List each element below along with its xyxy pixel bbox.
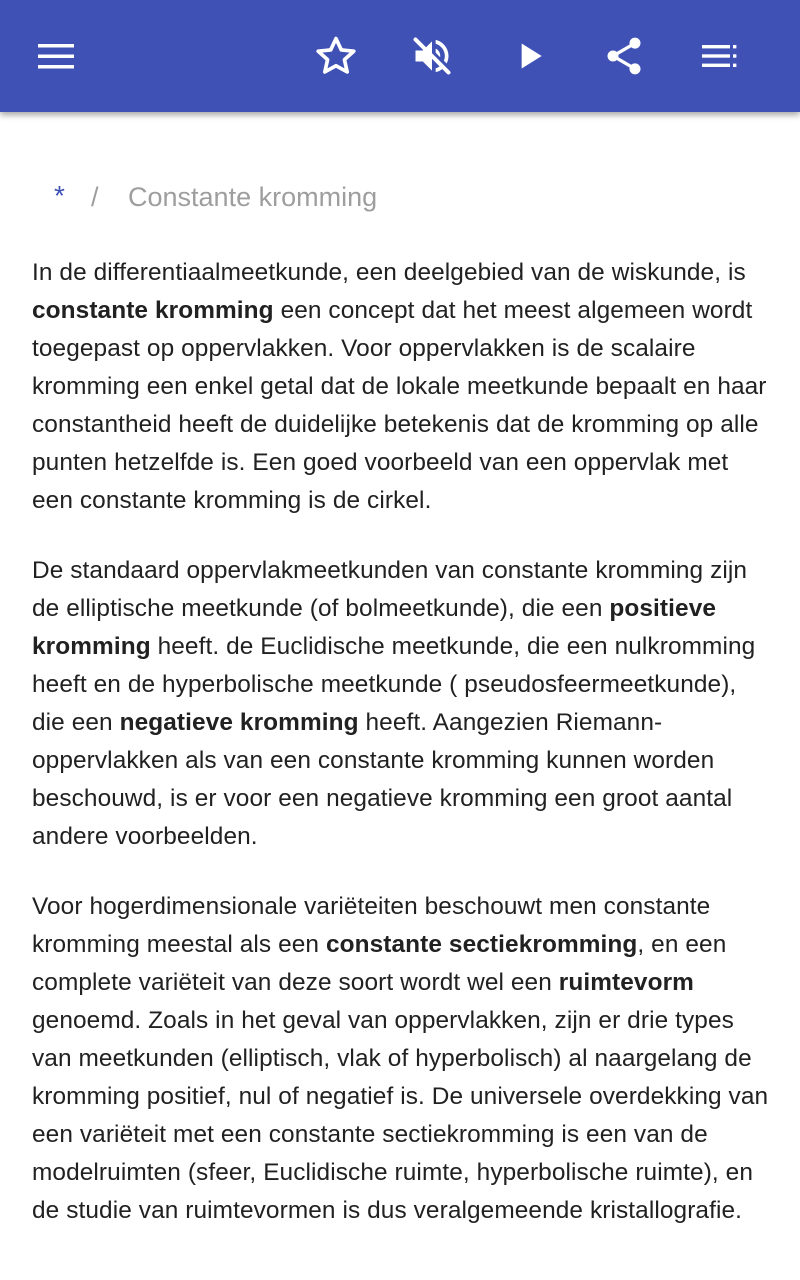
article-paragraph-3 <box>32 888 772 1230</box>
article-body <box>32 254 772 1262</box>
breadcrumb <box>0 176 800 220</box>
star-outline-icon <box>314 34 358 78</box>
breadcrumb-home-link[interactable]: * <box>54 180 65 211</box>
text-run: heeft. de Euclidische meetkunde, die een nulkromming heeft en de hyperbolische meetkunde ( pseudosfeermeetkunde), die een <box>32 633 756 736</box>
menu-button[interactable] <box>16 16 96 96</box>
hamburger-menu-icon <box>36 36 76 76</box>
text-run: , en een complete variëteit van deze soort wordt wel een <box>32 931 727 996</box>
bold-term: constante sectiekromming <box>325 931 638 958</box>
breadcrumb-current-page: Constante kromming <box>128 182 378 212</box>
text-run: genoemd. Zoals in het geval van oppervlakken, zijn er drie types van meetkunden (elliptisch, vlak of hyperbolisch) al naargelang de kromming positief, nul of negatief is. De universele overdekking van een variëteit met een constante sectiekromming is een van de modelruimten (sfeer, Euclidische ruimte, hyperbolische ruimte), en de studie van ruimtevormen is dus veralgemeende kristallografie. <box>32 1007 769 1224</box>
app-bar <box>0 0 800 112</box>
table-of-contents-button[interactable] <box>680 16 760 96</box>
table-of-contents-icon <box>700 36 740 76</box>
text-run: heeft. Aangezien Riemann-oppervlakken als van een constante kromming kunnen worden beschouwd, is er voor een negatieve kromming een groot aantal andere voorbeelden. <box>32 709 733 850</box>
text-run: Voor hogerdimensionale variëteiten beschouwt men constante kromming meestal als een <box>32 893 711 958</box>
bold-term: negatieve kromming <box>119 709 359 736</box>
favorite-button[interactable] <box>296 16 376 96</box>
text-run: In de differentiaalmeetkunde, een deelgebied van de wiskunde, is <box>32 259 746 286</box>
volume-off-icon <box>410 34 454 78</box>
mute-button[interactable] <box>392 16 472 96</box>
text-run: een concept dat het meest algemeen wordt toegepast op oppervlakken. Voor oppervlakken is de scalaire kromming een enkel getal dat de lokale meetkunde bepaalt en haar constantheid heeft de duidelijke betekenis dat de kromming op alle punten hetzelfde is. Een goed voorbeeld van een oppervlak met een constante kromming is de cirkel. <box>32 297 767 514</box>
share-button[interactable] <box>584 16 664 96</box>
breadcrumb-separator: / <box>91 182 99 212</box>
bold-term: ruimtevorm <box>558 969 694 996</box>
bold-term: constante kromming <box>32 297 274 324</box>
article-paragraph-2 <box>32 552 772 856</box>
play-button[interactable] <box>490 16 570 96</box>
text-run: De standaard oppervlakmeetkunden van constante kromming zijn de elliptische meetkunde (of bolmeetkunde), die een <box>32 557 748 622</box>
bold-term: positieve kromming <box>32 595 717 660</box>
play-icon <box>510 36 550 76</box>
article-paragraph-1 <box>32 254 772 520</box>
share-icon <box>602 34 646 78</box>
